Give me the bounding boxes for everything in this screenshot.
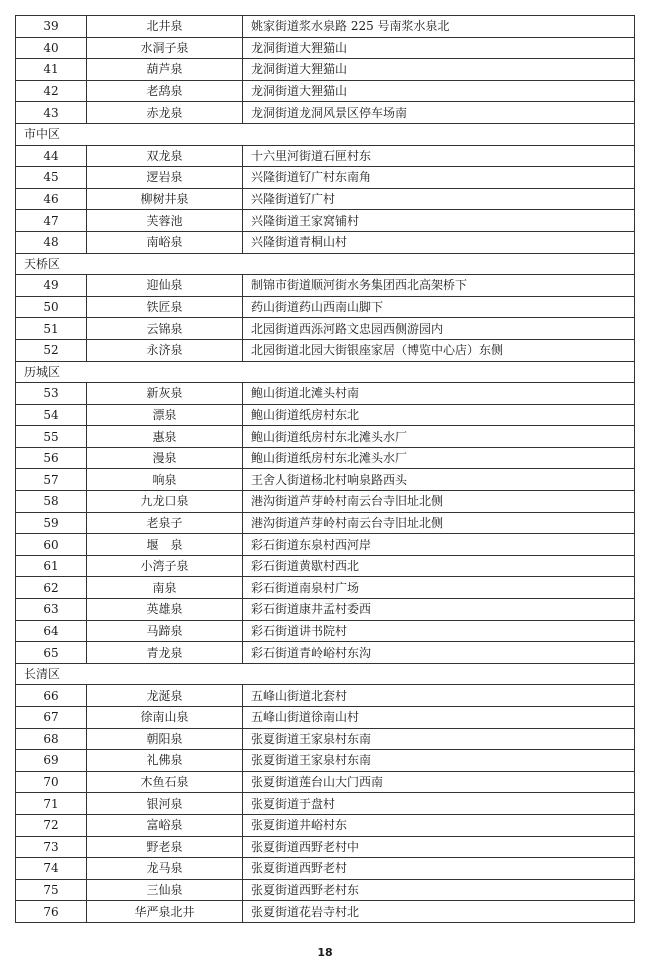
row-number: 46 [16,188,87,210]
table-row [16,318,635,340]
spring-name: 马蹄泉 [87,620,243,642]
row-number: 44 [16,145,87,167]
table-row [16,620,635,642]
spring-location: 龙洞街道大狸猫山 [243,37,635,59]
spring-location: 张夏街道王家泉村东南 [243,750,635,772]
spring-location: 张夏街道西野老村中 [243,836,635,858]
row-number: 70 [16,771,87,793]
table-row [16,339,635,361]
spring-name: 新灰泉 [87,383,243,405]
table-row [16,707,635,729]
row-number: 39 [16,16,87,38]
district-header-row [16,253,635,275]
row-number: 48 [16,231,87,253]
row-number: 65 [16,642,87,664]
district-name: 天桥区 [16,253,635,275]
table-row [16,814,635,836]
row-number: 50 [16,296,87,318]
table-row [16,793,635,815]
table-row [16,728,635,750]
table-row [16,145,635,167]
table-row [16,555,635,577]
spring-name: 漂泉 [87,404,243,426]
table-row [16,512,635,534]
spring-name: 富峪泉 [87,814,243,836]
row-number: 69 [16,750,87,772]
district-name: 市中区 [16,123,635,145]
table-row [16,296,635,318]
spring-name: 漫泉 [87,447,243,469]
table-row [16,37,635,59]
spring-location: 鲍山街道纸房村东北滩头水厂 [243,426,635,448]
spring-name: 朝阳泉 [87,728,243,750]
page-number: 18 [317,946,333,959]
district-header-row [16,663,635,685]
spring-location: 彩石街道黄歇村西北 [243,555,635,577]
spring-name: 逻岩泉 [87,167,243,189]
table-row [16,167,635,189]
table-row [16,383,635,405]
spring-location: 北园街道北园大街银座家居（博览中心店）东侧 [243,339,635,361]
springs-table [15,15,635,923]
spring-name: 华严泉北井 [87,901,243,923]
spring-location: 彩石街道青岭峪村东沟 [243,642,635,664]
row-number: 66 [16,685,87,707]
row-number: 71 [16,793,87,815]
row-number: 49 [16,275,87,297]
row-number: 51 [16,318,87,340]
row-number: 61 [16,555,87,577]
row-number: 57 [16,469,87,491]
row-number: 45 [16,167,87,189]
spring-location: 彩石街道讲书院村 [243,620,635,642]
spring-location: 张夏街道花岩寺村北 [243,901,635,923]
district-name: 长清区 [16,663,635,685]
row-number: 55 [16,426,87,448]
spring-location: 五峰山街道徐南山村 [243,707,635,729]
table-row [16,16,635,38]
spring-location: 龙洞街道大狸猫山 [243,59,635,81]
spring-location: 姚家街道浆水泉路 225 号南浆水泉北 [243,16,635,38]
row-number: 42 [16,80,87,102]
spring-name: 芙蓉池 [87,210,243,232]
row-number: 47 [16,210,87,232]
district-header-row [16,123,635,145]
spring-location: 张夏街道西野老村 [243,858,635,880]
row-number: 74 [16,858,87,880]
spring-location: 张夏街道井峪村东 [243,814,635,836]
table-row [16,59,635,81]
spring-location: 药山街道药山西南山脚下 [243,296,635,318]
table-row [16,771,635,793]
row-number: 67 [16,707,87,729]
row-number: 58 [16,491,87,513]
spring-location: 鲍山街道纸房村东北 [243,404,635,426]
spring-name: 云锦泉 [87,318,243,340]
spring-location: 龙洞街道大狸猫山 [243,80,635,102]
table-row [16,80,635,102]
spring-name: 龙涎泉 [87,685,243,707]
spring-location: 彩石街道南泉村广场 [243,577,635,599]
row-number: 41 [16,59,87,81]
spring-name: 铁匠泉 [87,296,243,318]
spring-location: 兴隆街道青桐山村 [243,231,635,253]
row-number: 43 [16,102,87,124]
spring-location: 港沟街道芦芽岭村南云台寺旧址北侧 [243,512,635,534]
table-row [16,599,635,621]
row-number: 76 [16,901,87,923]
spring-name: 堰 泉 [87,534,243,556]
springs-table-body [16,16,635,923]
spring-name: 响泉 [87,469,243,491]
spring-name: 老鸹泉 [87,80,243,102]
district-header-row [16,361,635,383]
spring-location: 龙洞街道龙洞风景区停车场南 [243,102,635,124]
spring-name: 礼佛泉 [87,750,243,772]
spring-name: 惠泉 [87,426,243,448]
row-number: 72 [16,814,87,836]
spring-location: 兴隆街道钌广村 [243,188,635,210]
table-row [16,836,635,858]
spring-name: 南峪泉 [87,231,243,253]
spring-name: 青龙泉 [87,642,243,664]
row-number: 73 [16,836,87,858]
spring-name: 双龙泉 [87,145,243,167]
spring-name: 葫芦泉 [87,59,243,81]
table-row [16,901,635,923]
spring-name: 老泉子 [87,512,243,534]
spring-name: 永济泉 [87,339,243,361]
spring-location: 张夏街道于盘村 [243,793,635,815]
spring-name: 赤龙泉 [87,102,243,124]
row-number: 62 [16,577,87,599]
table-row [16,858,635,880]
table-row [16,577,635,599]
springs-table-wrapper [15,15,635,923]
row-number: 56 [16,447,87,469]
spring-name: 徐南山泉 [87,707,243,729]
spring-name: 英雄泉 [87,599,243,621]
table-row [16,210,635,232]
table-row [16,188,635,210]
row-number: 54 [16,404,87,426]
spring-name: 银河泉 [87,793,243,815]
spring-location: 鲍山街道纸房村东北滩头水厂 [243,447,635,469]
spring-location: 兴隆街道王家窝铺村 [243,210,635,232]
spring-location: 五峰山街道北套村 [243,685,635,707]
row-number: 75 [16,879,87,901]
spring-location: 彩石街道康井孟村委西 [243,599,635,621]
spring-location: 北园街道西泺河路文忠园西侧游园内 [243,318,635,340]
spring-name: 北井泉 [87,16,243,38]
spring-location: 彩石街道东泉村西河岸 [243,534,635,556]
row-number: 60 [16,534,87,556]
row-number: 59 [16,512,87,534]
row-number: 53 [16,383,87,405]
table-row [16,534,635,556]
spring-location: 兴隆街道钌广村东南角 [243,167,635,189]
spring-name: 九龙口泉 [87,491,243,513]
spring-location: 鲍山街道北滩头村南 [243,383,635,405]
spring-name: 小湾子泉 [87,555,243,577]
spring-name: 木鱼石泉 [87,771,243,793]
spring-location: 张夏街道莲台山大门西南 [243,771,635,793]
table-row [16,491,635,513]
spring-location: 港沟街道芦芽岭村南云台寺旧址北侧 [243,491,635,513]
table-row [16,469,635,491]
row-number: 40 [16,37,87,59]
table-row [16,879,635,901]
table-row [16,231,635,253]
spring-name: 三仙泉 [87,879,243,901]
spring-name: 龙马泉 [87,858,243,880]
spring-location: 张夏街道王家泉村东南 [243,728,635,750]
row-number: 52 [16,339,87,361]
spring-name: 迎仙泉 [87,275,243,297]
table-row [16,447,635,469]
table-row [16,750,635,772]
spring-name: 水洞子泉 [87,37,243,59]
spring-location: 十六里河街道石匣村东 [243,145,635,167]
spring-location: 王舍人街道杨北村响泉路西头 [243,469,635,491]
district-name: 历城区 [16,361,635,383]
row-number: 64 [16,620,87,642]
row-number: 63 [16,599,87,621]
table-row [16,642,635,664]
table-row [16,426,635,448]
row-number: 68 [16,728,87,750]
table-row [16,404,635,426]
spring-name: 野老泉 [87,836,243,858]
spring-name: 南泉 [87,577,243,599]
table-row [16,102,635,124]
table-row [16,275,635,297]
spring-location: 制锦市街道顺河街水务集团西北高架桥下 [243,275,635,297]
spring-name: 柳树井泉 [87,188,243,210]
table-row [16,685,635,707]
spring-location: 张夏街道西野老村东 [243,879,635,901]
